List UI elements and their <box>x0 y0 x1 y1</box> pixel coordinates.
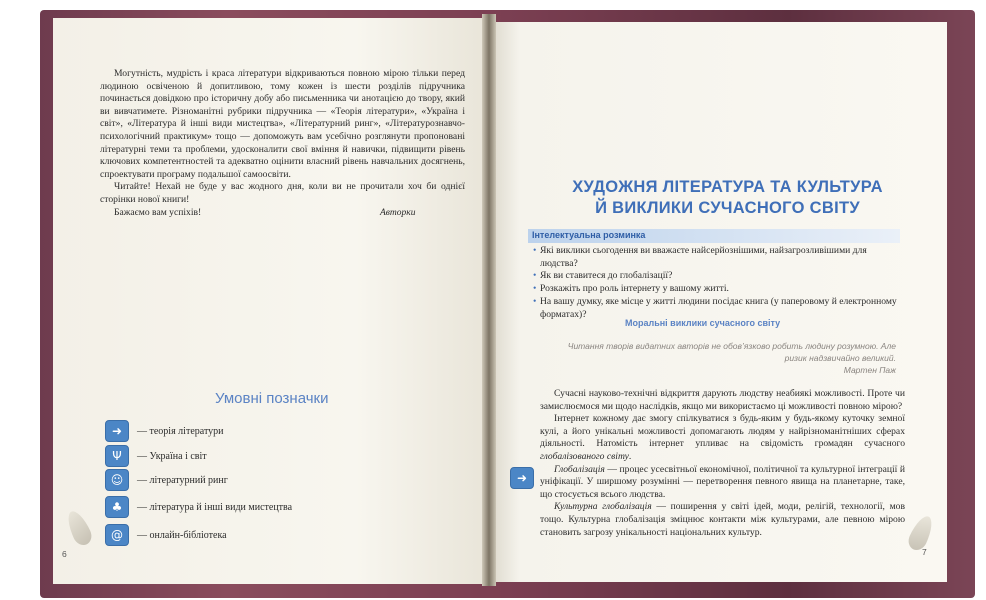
legend-item <box>105 524 227 546</box>
signature: Авторки <box>380 208 416 218</box>
at-sign-icon: @ <box>105 524 129 546</box>
page-number: 7 <box>922 547 927 557</box>
legend-item <box>105 420 224 442</box>
legend-label: — онлайн-бібліотека <box>137 529 227 541</box>
question-item: • Які виклики сьогодення ви вважаєте найсерйознішими, найзагрозливішими для людства? <box>540 245 905 270</box>
chapter-title <box>540 177 915 219</box>
body-paragraph <box>540 501 905 539</box>
text-span: — поширення у світі ідей, моди, релігій, технології, мов тощо. Культурна глобалізація зміцнює контакти між культурами, але певною мірою становить загрозу унікальності національних культур. <box>540 501 905 538</box>
body-paragraph <box>540 413 905 463</box>
body-text <box>540 388 905 539</box>
question-item: • Розкажіть про роль інтернету у вашому житті. <box>540 283 905 296</box>
intro-text <box>100 68 465 219</box>
body-paragraph <box>540 464 905 502</box>
question-item: • На вашу думку, яке місце у житті людини посідає книга (у паперовому й електронному форматах)? <box>540 296 905 321</box>
page-number: 6 <box>62 549 67 559</box>
book-spine-gutter <box>482 14 496 586</box>
theater-masks-icon: ♣ <box>105 496 129 518</box>
box-heading-bar <box>528 229 900 243</box>
section-subheading: Моральні виклики сучасного світу <box>625 318 781 328</box>
legend-label: — теорія літератури <box>137 425 224 437</box>
arrow-right-icon: ➜ <box>510 467 534 489</box>
term: Культурна глобалізація <box>554 501 652 513</box>
intro-paragraph: Бажаємо вам успіхів! <box>114 206 202 218</box>
legend-label: — Україна і світ <box>137 450 207 462</box>
text-span: Інтернет кожному дає змогу спілкуватися з будь-яким у будь-якому куточку земної кулі, а його унікальні можливості допомагають людям у найрізноманітніших сферах діяльності. Натомість інтернет упливає на свідомість громадян сучасного <box>540 413 905 450</box>
legend-label: — літературний ринг <box>137 474 228 486</box>
ukraine-trident-icon: Ψ <box>105 445 129 467</box>
body-paragraph: Сучасні науково-технічні відкриття дарують людству неабиякі можливості. Проте чи замислюємося ми щодо наслідків, якщо ми використаємо ці можливості повною мірою? <box>540 388 905 412</box>
legend-title: Умовні позначки <box>215 390 329 407</box>
emphasis: глобалізованого світу <box>540 450 629 462</box>
question-item: • Як ви ставитеся до глобалізації? <box>540 270 905 283</box>
text-span: . <box>628 450 632 462</box>
text-span: — процес усесвітньої економічної, політичної та культурної інтеграції й уніфікації. У ширшому розумінні — перетворення певного явища на планетарне, таке, що стосується всього людства. <box>540 463 905 500</box>
people-icon: ☺ <box>105 469 129 491</box>
legend-item <box>105 496 292 518</box>
legend-item <box>105 469 228 491</box>
legend-item <box>105 445 207 467</box>
intro-paragraph: Могутність, мудрість і краса літератури відкриваються повною мірою тільки перед людиною освіченою й допитливою, тому кожен із шести розділів підручника починається довідкою про історичну добу або письменника чи анотацією до твору, який ви вивчатимете. Різноманітні рубрики підручника — «Теорія літератури», «Україна і світ», «Література й інші види мистецтва», «Літературний ринг», «Літературознавчо-психологічний практикум» тощо — допоможуть вам усебічно розглянути пропоновані літературні теми та проблеми, удосконалити свої вміння й навички, підвищити рівень ключових компетентностей та адекватно оцінити власний рівень навчальних досягнень, спроектувати програму подальшої самоосвіти. <box>100 68 465 180</box>
epigraph-author: Мартен Паж <box>843 365 896 375</box>
box-heading: Інтелектуальна розминка <box>532 230 646 240</box>
legend-label: — література й інші види мистецтва <box>137 501 293 513</box>
chapter-title-line: Й ВИКЛИКИ СУЧАСНОГО СВІТУ <box>595 199 860 217</box>
arrow-right-icon: ➜ <box>105 420 129 442</box>
epigraph-text: Читання творів видатних авторів не обов’язково робить людину розумною. Але ризик надзвичайно великий. <box>567 341 896 363</box>
intro-paragraph: Читайте! Нехай не буде у вас жодного дня, коли ви не прочитали хоч би однієї сторінки нової книги! <box>100 181 465 205</box>
epigraph <box>566 340 896 376</box>
term: Глобалізація <box>554 463 605 475</box>
chapter-title-line: ХУДОЖНЯ ЛІТЕРАТУРА ТА КУЛЬТУРА <box>572 178 883 196</box>
